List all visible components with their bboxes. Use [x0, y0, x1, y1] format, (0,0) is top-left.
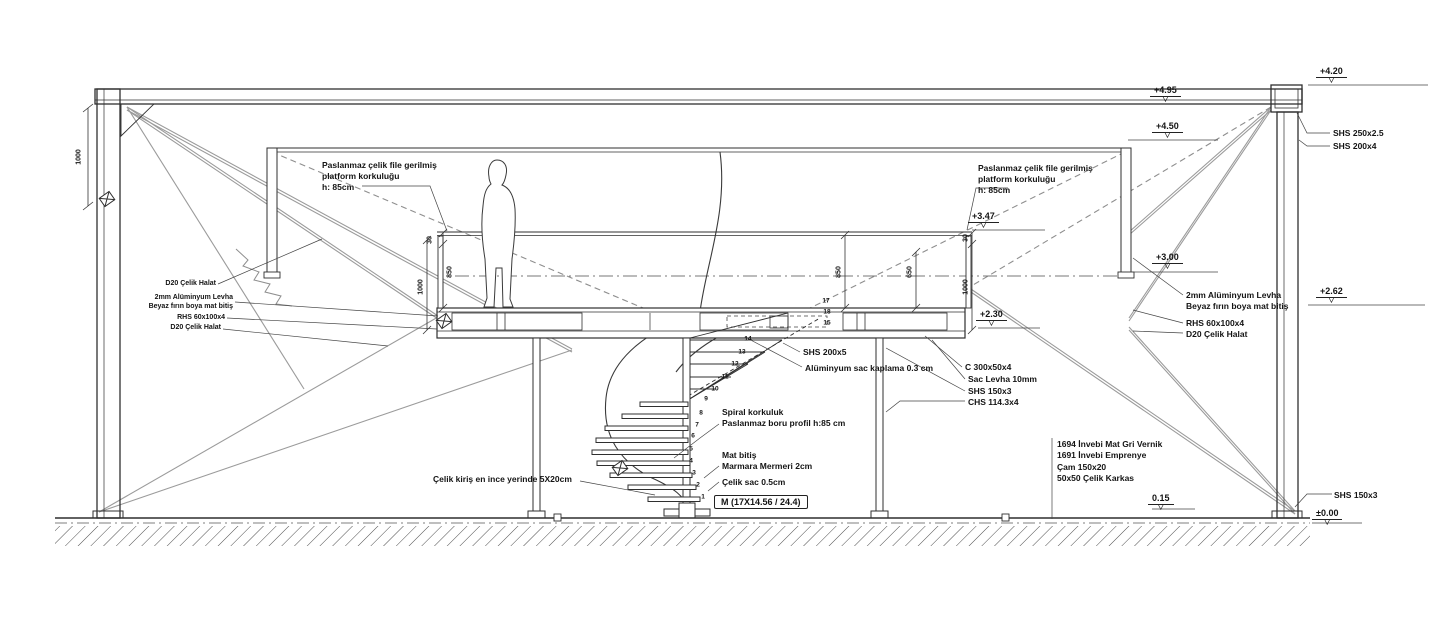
elevation-mark-495: +4.95 ▽ — [1150, 85, 1181, 103]
label-right-d20: D20 Çelik Halat — [1186, 329, 1248, 339]
platform-deck — [437, 308, 965, 338]
step-number-15: 15 — [823, 319, 831, 327]
elevation-mark-000: ±0.00 ▽ — [1312, 508, 1342, 526]
dim-left-1000: 1000 — [417, 279, 425, 295]
note-platform-left-2: platform korkuluğu — [322, 171, 400, 181]
step-number-12: 12 — [731, 360, 739, 368]
step-number-8: 8 — [699, 409, 703, 417]
label-sac-levha: Sac Levha 10mm — [968, 374, 1037, 384]
label-left-d20-1: D20 Çelik Halat — [165, 280, 216, 287]
label-material-2: 1691 İnvebi Emprenye — [1057, 450, 1147, 460]
step-number-18: 18 — [823, 308, 831, 316]
label-mat-bitis: Mat bitiş — [722, 450, 757, 460]
level-triangle-icon: ▽ — [1324, 519, 1330, 526]
label-right-rhs: RHS 60x100x4 — [1186, 318, 1245, 328]
step-number-5: 5 — [689, 445, 693, 453]
label-material-4: 50x50 Çelik Karkas — [1057, 473, 1135, 483]
dim-left-850: 850 — [446, 266, 454, 278]
note-platform-right-2: platform korkuluğu — [978, 174, 1056, 184]
step-number-11: 11 — [721, 373, 729, 381]
label-left-rhs: RHS 60x100x4 — [177, 314, 225, 321]
label-marmara: Marmara Mermeri 2cm — [722, 461, 813, 471]
note-platform-right-1: Paslanmaz çelik file gerilmiş — [978, 163, 1093, 173]
label-left-levha: 2mm Alüminyum Levha — [154, 294, 233, 301]
step-number-17: 17 — [822, 297, 830, 305]
step-number-2: 2 — [696, 481, 700, 489]
elevation-mark-262: +2.62 ▽ — [1316, 286, 1347, 304]
label-right-levha: 2mm Alüminyum Levha — [1186, 290, 1282, 300]
step-number-6: 6 — [691, 432, 695, 440]
dim-wall-1000: 1000 — [75, 149, 83, 165]
step-number-1: 1 — [701, 493, 705, 501]
label-chs-114: CHS 114.3x4 — [968, 397, 1019, 407]
step-number-9: 9 — [704, 395, 708, 403]
note-platform-left-1: Paslanmaz çelik file gerilmiş — [322, 160, 437, 170]
step-number-14: 14 — [744, 335, 752, 343]
label-base-shs-150: SHS 150x3 — [1334, 490, 1378, 500]
label-spiral-korkuluk: Spiral korkuluk — [722, 407, 784, 417]
dim-right-850: 850 — [835, 266, 843, 278]
note-platform-left-3: h: 85cm — [322, 182, 355, 192]
level-triangle-icon: ▽ — [980, 222, 987, 229]
label-left-d20-2: D20 Çelik Halat — [170, 324, 221, 331]
label-material-1: 1694 İnvebi Mat Gri Vernik — [1057, 439, 1163, 449]
label-shs-200-4: SHS 200x4 — [1333, 141, 1377, 151]
note-platform-right-3: h: 85cm — [978, 185, 1011, 195]
label-material-3: Çam 150x20 — [1057, 462, 1107, 472]
platform-railing — [437, 232, 972, 308]
dim-right-650: 650 — [906, 266, 914, 278]
label-celik-sac: Çelik sac 0.5cm — [722, 477, 786, 487]
level-triangle-icon: ▽ — [1162, 96, 1169, 103]
label-shs-200-5: SHS 200x5 — [803, 347, 847, 357]
ground — [55, 514, 1310, 546]
level-triangle-icon: ▽ — [1328, 77, 1335, 84]
human-figure — [482, 160, 515, 307]
level-triangle-icon: ▽ — [1158, 504, 1164, 511]
elevation-mark-420: +4.20 ▽ — [1316, 66, 1347, 84]
level-triangle-icon: ▽ — [1328, 297, 1335, 304]
step-number-7: 7 — [695, 421, 699, 429]
level-triangle-icon: ▽ — [1164, 263, 1171, 270]
elevation-mark-347: +3.47 ▽ — [968, 211, 999, 229]
elevation-mark-015: 0.15 ▽ — [1148, 493, 1174, 511]
scale-label: M (17X14.56 / 24.4) — [714, 495, 808, 509]
dim-right-30: 30 — [962, 234, 970, 242]
dim-left-30: 30 — [426, 236, 434, 244]
dim-right-1000: 1000 — [962, 279, 970, 295]
label-right-boya: Beyaz fırın boya mat bitiş — [1186, 301, 1289, 311]
label-celik-kiris: Çelik kiriş en ince yerinde 5X20cm — [433, 474, 572, 484]
label-shs-250: SHS 250x2.5 — [1333, 128, 1384, 138]
elevation-mark-230: +2.30 ▽ — [976, 309, 1007, 327]
step-number-10: 10 — [711, 385, 719, 393]
label-boru-profil: Paslanmaz boru profil h:85 cm — [722, 418, 846, 428]
label-shs-150: SHS 150x3 — [968, 386, 1012, 396]
elevation-mark-300: +3.00 ▽ — [1152, 252, 1183, 270]
step-number-3: 3 — [692, 469, 696, 477]
level-triangle-icon: ▽ — [1164, 132, 1171, 139]
label-alu-sac: Alüminyum sac kaplama 0.3 cm — [805, 363, 934, 373]
step-number-13: 13 — [738, 348, 746, 356]
level-triangle-icon: ▽ — [988, 320, 995, 327]
label-c-300: C 300x50x4 — [965, 362, 1012, 372]
elevation-mark-450: +4.50 ▽ — [1152, 121, 1183, 139]
label-left-boya: Beyaz fırın boya mat bitiş — [148, 303, 233, 310]
step-number-4: 4 — [689, 457, 693, 465]
